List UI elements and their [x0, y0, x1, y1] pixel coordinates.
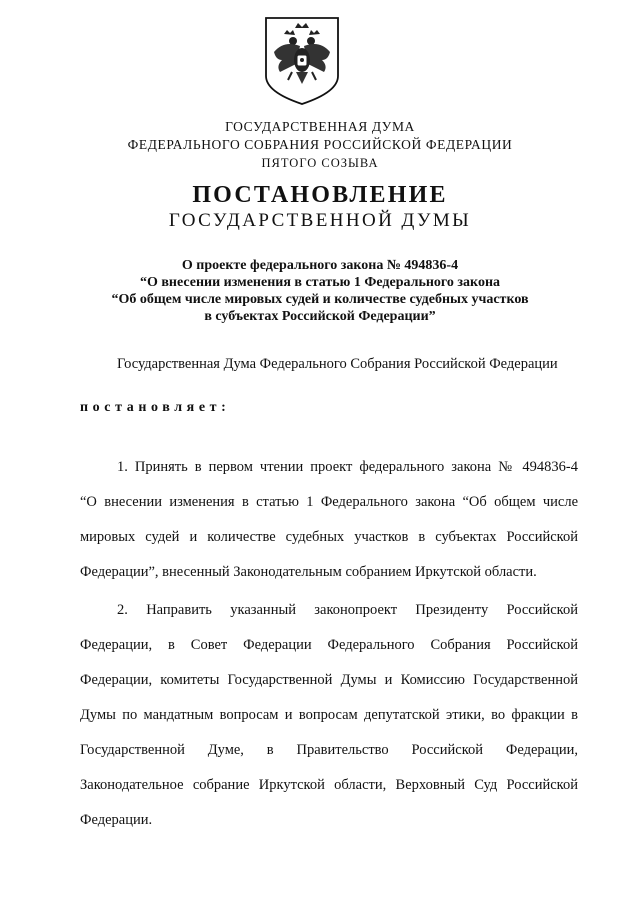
item2-line: Думы по мандатным вопросам и вопросам депутатской этики, во фракции в [80, 707, 578, 723]
org-line-1: ГОСУДАРСТВЕННАЯ ДУМА [225, 119, 415, 134]
document-type: ПОСТАНОВЛЕНИЕ [192, 182, 448, 208]
resolves-word: постановляет: [80, 400, 231, 415]
subject-line-2: “О внесении изменения в статью 1 Федерального закона [139, 275, 501, 290]
org-line-2: ФЕДЕРАЛЬНОГО СОБРАНИЯ РОССИЙСКОЙ ФЕДЕРАЦИИ [127, 137, 513, 152]
item2-line: Федерации, в Совет Федерации Федерального Собрания Российской [80, 637, 578, 653]
subject-line-1: О проекте федерального закона № 494836-4 [181, 258, 459, 273]
item1-line: 1. Принять в первом чтении проект федерального закона № 494836-4 [117, 459, 578, 475]
russian-coat-of-arms-icon [262, 14, 342, 106]
item1-line: мировых судей и количестве судебных участков в субъектах Российской [80, 529, 578, 545]
item2-line: Федерации, комитеты Государственной Думы и Комиссию Государственной [80, 672, 578, 688]
subject-line-4: в субъектах Российской Федерации” [204, 309, 436, 324]
item2-line: Государственной Думе, в Правительство Российской Федерации, [80, 742, 578, 758]
subject-line-3: “Об общем числе мировых судей и количестве судебных участков [111, 292, 529, 307]
preamble: Государственная Дума Федерального Собрания Российской Федерации [117, 356, 558, 372]
item1-line: Федерации”, внесенный Законодательным собранием Иркутской области. [80, 564, 537, 580]
org-line-3: ПЯТОГО СОЗЫВА [261, 156, 379, 170]
document-subtitle: ГОСУДАРСТВЕННОЙ ДУМЫ [168, 210, 472, 231]
item2-line: Федерации. [80, 812, 153, 828]
item2-line: Законодательное собрание Иркутской области, Верховный Суд Российской [80, 777, 578, 793]
item2-line: 2. Направить указанный законопроект Президенту Российской [117, 602, 578, 618]
item1-line: “О внесении изменения в статью 1 Федерального закона “Об общем числе [80, 494, 578, 510]
